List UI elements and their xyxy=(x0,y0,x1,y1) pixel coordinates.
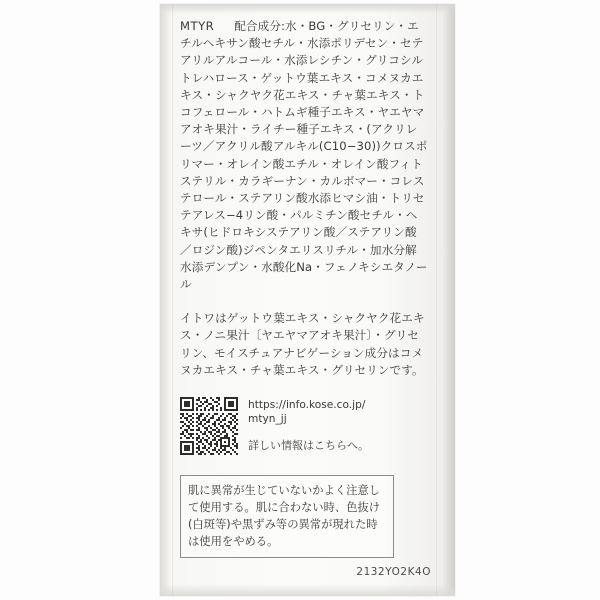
info-url-line-2[interactable]: mtyn_jj xyxy=(248,412,287,425)
carton-crease-left xyxy=(172,4,173,596)
info-url-line-1[interactable]: https://info.kose.co.jp/ xyxy=(248,399,366,412)
qr-block xyxy=(180,397,428,455)
carton-bottom-shading xyxy=(160,584,455,596)
lot-code: 2132YO2K4O xyxy=(356,566,431,578)
caution-box: 肌に異常が生じていないかよく注意して使用する。肌に合わない時、色抜け(白斑等)や黒ずみ等の異常が現れた時は使用をやめる。 xyxy=(180,475,394,558)
carton-top-shading xyxy=(160,4,455,14)
qr-code-icon[interactable] xyxy=(180,397,238,455)
qr-text-group xyxy=(248,397,369,453)
brand-name: MTYR xyxy=(180,19,215,33)
carton-print-area xyxy=(180,18,428,558)
qr-caption: 詳しい情報はこちらへ。 xyxy=(248,439,369,453)
key-ingredients-paragraph: イトワはゲットウ葉エキス・シャクヤク花エキス・ノニ果汁〔ヤエヤマアオキ果汁〕・グリセリン、モイスチュアナビゲーション成分はコメヌカエキス・チャ葉エキス・グリセリンです。 xyxy=(180,311,425,377)
product-carton xyxy=(160,4,455,596)
carton-crease-right xyxy=(436,4,437,596)
ingredients-text: 水・BG・グリセリン・エチルヘキサン酸セチル・水添ポリデセン・セテアリルアルコール・水添レシチン・グリコシルトレハロース・ゲットウ葉エキス・コメヌカエキス・シャクヤク花エキス・チャ葉エキス・トコフェロール・ハトムギ種子エキス・ヤエヤマアオキ果汁・ライチー種子エキス・(アクリレーツ／アクリル酸アルキル(C10−30))クロスポリマー・オレイン酸エチル・オレイン酸フィトステリル・カラギーナン・カルボマー・コレステロール・ステアリン酸水添ヒマシ油・トリセテアレス−4リン酸・パルミチン酸セチル・ヘキサ(ヒドロキシステアリン酸／ステアリン酸／ロジン酸)ジペンタエリスリチル・加水分解水添デンプン・水酸化Na・フェノキシエタノール xyxy=(180,19,428,292)
carton-right-edge xyxy=(441,4,455,596)
ingredients-label: 配合成分: xyxy=(234,19,286,33)
ingredients-paragraph xyxy=(180,18,428,293)
carton-left-edge xyxy=(160,4,169,596)
